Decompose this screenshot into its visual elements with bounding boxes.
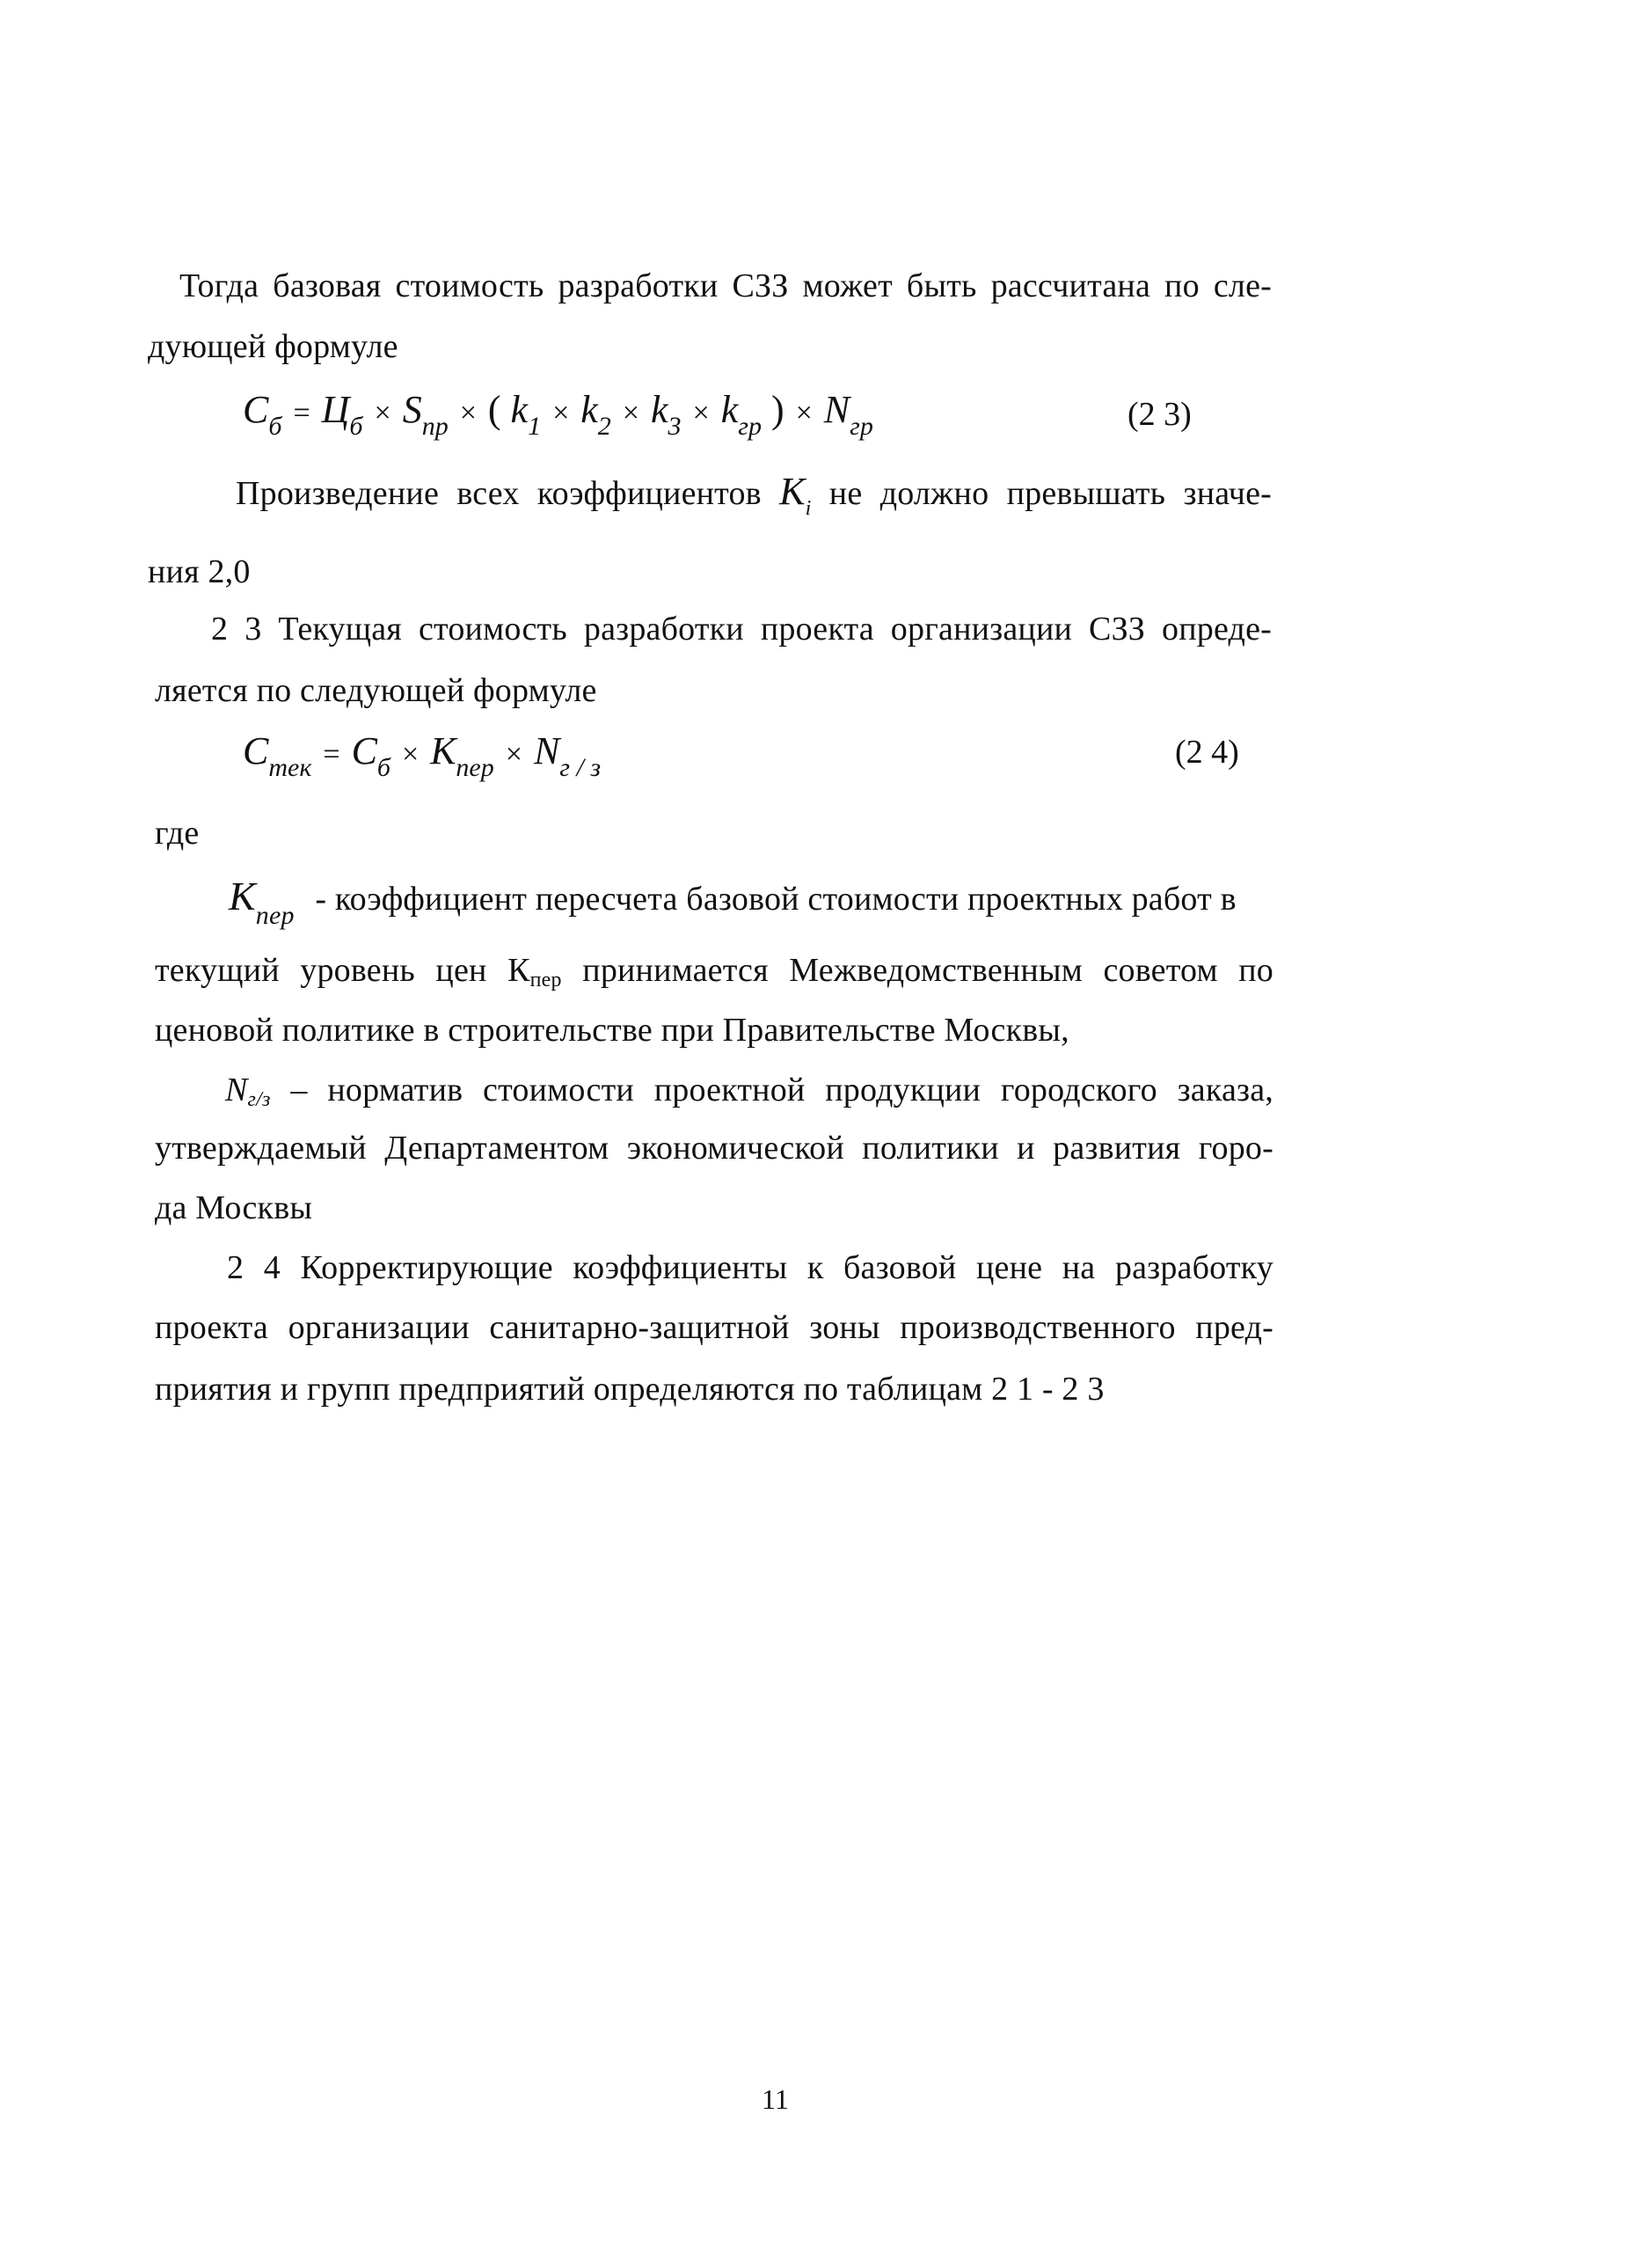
formula-2-4-lhs: $С_{тек}$ xyxy=(243,729,312,782)
formula-2-3-k2: $k_2$ xyxy=(580,388,611,441)
paragraph-1-line-1: Тогда базовая стоимость разработки СЗЗ может быть рассчитана по сле- xyxy=(179,267,1272,304)
formula-2-4-kper: $К_{пер}$ xyxy=(430,729,494,782)
formula-2-4-ngz: $N_{г / з}$ xyxy=(533,729,602,782)
definition-ngz-line-1: Nг/з – норматив стоимости проектной продукции городского заказа, xyxy=(225,1072,1273,1111)
paragraph-3-line-2: ляется по следующей формуле xyxy=(155,672,597,709)
ngz-symbol: Nг/з xyxy=(225,1072,271,1111)
where-label: где xyxy=(155,815,200,852)
definition-kper-line-3: ценовой политике в строительстве при Правительстве Москвы, xyxy=(155,1012,1069,1049)
paragraph-2-line-1: Произведение всех коэффициентов $К_i$ не должно превышать значе- xyxy=(236,470,1273,520)
paragraph-4-line-1: 2 4 Корректирующие коэффициенты к базовой цене на разработку xyxy=(227,1249,1273,1286)
definition-kper-line-2: текущий уровень цен Кпер принимается Межведомственным советом по xyxy=(155,952,1273,991)
formula-2-3: $С_б = Ц_б \times S_{пр}$ × ( $k_1 \times k_2 \times k_3 \times k_{гр}$ ) × $N_{гр}$ xyxy=(243,388,873,441)
definition-kper-line-1: $К_{пер}$ - коэффициент пересчета базовой стоимости проектных работ в xyxy=(229,874,1237,930)
equation-number-2-4: (2 4) xyxy=(1175,734,1239,771)
kper-symbol: $К_{пер}$ xyxy=(229,874,295,930)
paragraph-2-line-2: ния 2,0 xyxy=(148,553,251,590)
formula-2-3-ngr: $N_{гр}$ xyxy=(823,388,873,441)
kper-inline-symbol: Кпер xyxy=(507,952,562,991)
k-i-symbol: $К_i$ xyxy=(779,470,812,520)
paragraph-1-line-2: дующей формуле xyxy=(148,328,398,365)
paragraph-3-line-1: 2 3 Текущая стоимость разработки проекта организации СЗЗ опреде- xyxy=(211,611,1272,647)
formula-2-3-lhs: $С_б$ xyxy=(243,388,282,441)
formula-2-3-price: $Ц_б$ xyxy=(321,388,363,441)
definition-ngz-line-2: утверждаемый Департаментом экономической политики и развития горо- xyxy=(155,1130,1273,1167)
formula-2-3-area: $S_{пр}$ xyxy=(402,388,449,441)
paragraph-4-line-3: приятия и групп предприятий определяются по таблицам 2 1 - 2 3 xyxy=(155,1371,1105,1408)
equation-number-2-3: (2 3) xyxy=(1128,396,1192,433)
formula-2-3-kgr: $k_{гр}$ xyxy=(720,388,762,441)
formula-2-4: $С_{тек} = С_б \times К_{пер} \times N_{г / з}$ xyxy=(243,729,602,782)
formula-2-3-k1: $k_1$ xyxy=(510,388,542,441)
formula-2-4-base-cost: $С_б$ xyxy=(351,729,391,782)
paragraph-4-line-2: проекта организации санитарно-защитной зоны производственного пред- xyxy=(155,1309,1273,1346)
definition-ngz-line-3: да Москвы xyxy=(155,1189,313,1226)
formula-2-3-k3: $k_3$ xyxy=(650,388,682,441)
page-number: 11 xyxy=(762,2083,789,2115)
